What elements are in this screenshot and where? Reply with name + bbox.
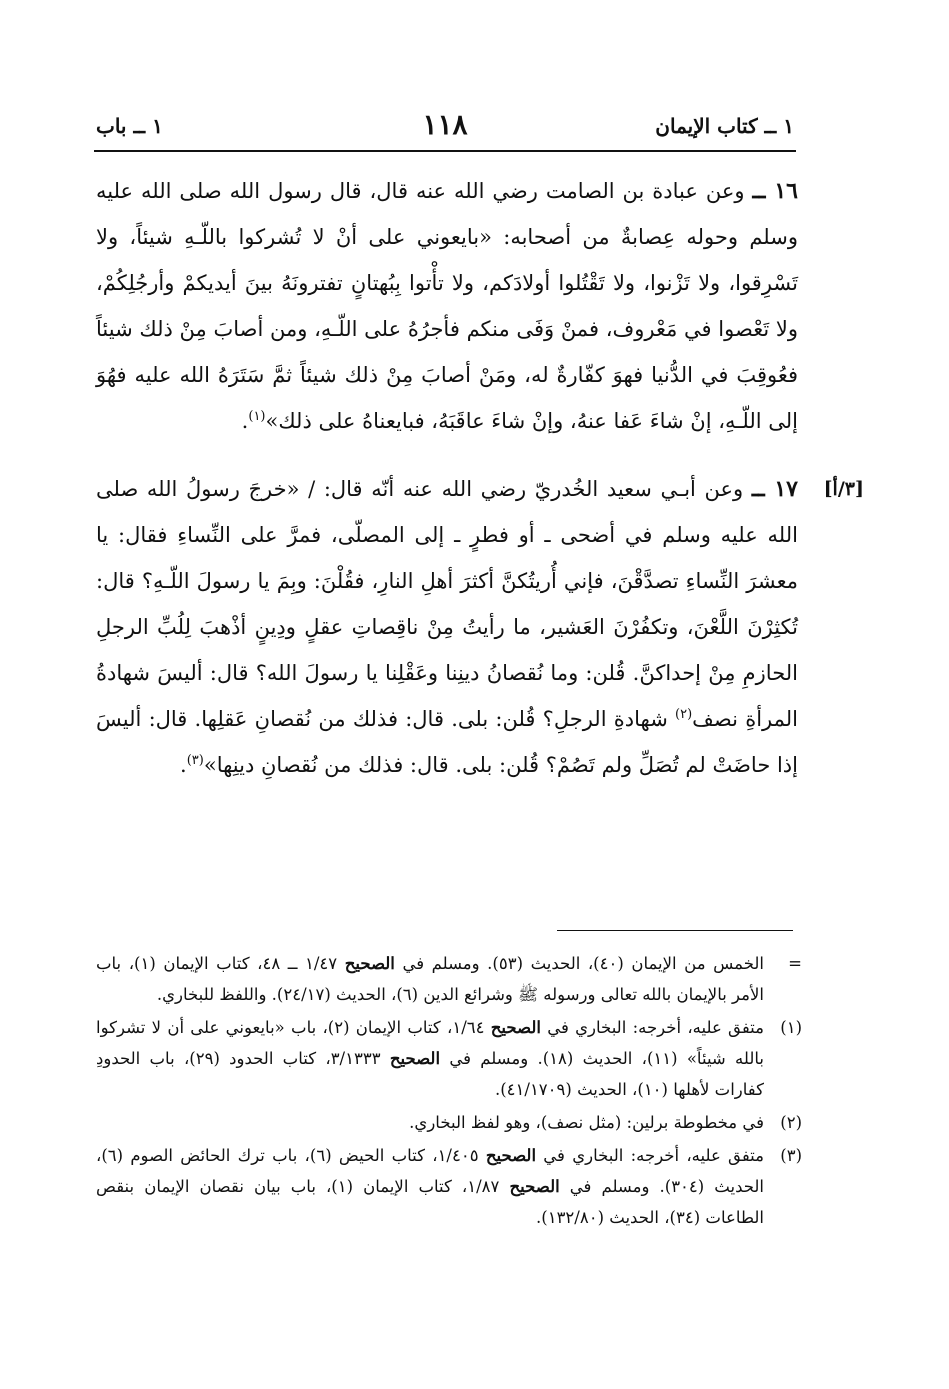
- footnote-bold-text: الصحيح: [389, 1049, 441, 1068]
- footnote-mark: (١): [780, 1018, 802, 1037]
- hadith-end: .: [241, 409, 249, 433]
- footnote: [96, 1140, 802, 1233]
- footnote-text-part: ١/٦٤، كتاب الإيمان (٢)، باب «بايعوني على أن لا تشركوا بالله شيئاً» (١١)، الحديث (١٨). ومسلم في: [96, 1018, 764, 1068]
- hadith-number: ١٧ ــ: [751, 476, 798, 502]
- running-header: [94, 108, 796, 152]
- page-number: ١١٨: [422, 108, 468, 141]
- footnote-text-part: الخمس من الإيمان (٤٠)، الحديث (٥٣). ومسلم في: [394, 954, 764, 973]
- footnote: [96, 948, 802, 1010]
- footnote-text: [96, 1107, 764, 1138]
- chapter-title: ١ ــ كتاب الإيمان: [655, 114, 794, 138]
- footnote-ref: (١): [248, 409, 266, 424]
- footnote-text-part: ٣/١٣٣٣، كتاب الحدود (٢٩)، باب الحدودِ كفارات لأهلها (١٠)، الحديث (٤١/١٧٠٩).: [96, 1049, 764, 1099]
- footnote-ref: (٢): [675, 707, 693, 722]
- hadith-text-continued: شهادةِ الرجلِ؟ قُلن: بلى. قال: فذلك من نُقصانِ عَقلِها. قال: أليسَ إذا حاضَتْ لم تُصَلِّ ولم تَصُمْ؟ قُلن: بلى. قال: فذلك من نُقصانِ دينِها»: [96, 707, 798, 777]
- manuscript-folio-marker: [٣/أ]: [823, 478, 864, 500]
- hadith-text: وعن عبادة بن الصامت رضي الله عنه قال، قال رسول الله صلى الله عليه وسلم وحوله عِصابةٌ من أصحابه: «بايعوني على أنْ لا تُشركوا باللّـهِ شيئاً، ولا تَسْرِقوا، ولا تَزْنوا، ولا تَقْتُلوا أولادَكم، ولا تأْتوا بِبُهتانٍ تفترونَهُ بينَ أيديكمْ وأرجُلِكُمْ، ولا تَعْصوا في مَعْروف، فمنْ وَفَى منكم فأجرُهُ على اللّـهِ، ومن أصابَ مِنْ ذلك شيئاً فعُوقِبَ في الدُّنيا فهوَ كفّارةٌ له، ومَنْ أصابَ مِنْ ذلك شيئاً ثمَّ سَتَرَهُ الله عليه فهُوَ إلى اللّـهِ، إنْ شاءَ عَفا عنهُ، وإنْ شاءَ عاقَبَهُ، فبايعناهُ على ذلك»: [96, 179, 798, 433]
- footnotes: [96, 948, 802, 1235]
- footnote-bold-text: الصحيح: [485, 1146, 537, 1165]
- footnote-text: [96, 948, 764, 1010]
- footnote-bold-text: الصحيح: [509, 1177, 560, 1196]
- footnote-text-part: ١/٨٧، كتاب الإيمان (١)، باب بيان نقصان الإيمان بنقص الطاعات (٣٤)، الحديث (١٣٢/٨٠).: [96, 1177, 764, 1227]
- footnote-text-part: متفق عليه، أخرجه: البخاري في: [540, 1018, 764, 1037]
- footnote-separator: [557, 930, 793, 931]
- hadith-17: [96, 466, 864, 788]
- footnote-mark: (٣): [780, 1146, 802, 1165]
- footnote-mark: (٢): [780, 1113, 802, 1132]
- footnote-ref: (٣): [186, 753, 204, 768]
- footnote-text-part: في مخطوطة برلين: (مثل نصف)، وهو لفظ البخاري.: [409, 1113, 764, 1132]
- main-text: [96, 168, 864, 788]
- footnote-text-part: ١/٤٠٥، كتاب الحيض (٦)، باب ترك الحائض الصوم (٦)، الحديث (٣٠٤). ومسلم في: [96, 1146, 765, 1196]
- footnote-mark: =: [788, 954, 802, 973]
- section-title: ١ ــ باب: [96, 114, 163, 138]
- footnote-bold-text: الصحيح: [344, 954, 395, 973]
- hadith-number: ١٦ ــ: [752, 178, 798, 204]
- hadith-16: [96, 168, 798, 444]
- footnote-text: [96, 1012, 764, 1105]
- hadith-text: وعن أبـي سعيد الخُدريّ رضي الله عنه أنّه قال: / «خرجَ رسولُ الله صلى الله عليه وسلم في أضحى ـ أو فطرٍ ـ إلى المصلّى، فمرَّ على النِّساءِ فقال: يا معشرَ النِّساءِ تصدَّقْنَ، فإني أُريتُكنَّ أكثرَ أهلِ النارِ، فقُلْنَ: وبِمَ يا رسولَ اللّـهِ؟ قال: تُكثِرْنَ اللَّعْنَ، وتكفُرْنَ العَشير، ما رأيتُ مِنْ ناقِصاتِ عقلٍ ودِينٍ أذْهبَ لِلُبِّ الرجلِ الحازمِ مِنْ إحداكنَّ. قُلن: وما نُقصانُ دينِنا وعَقْلِنا يا رسولَ الله؟ قال: أليسَ شهادةُ المرأةِ نصف: [96, 477, 798, 731]
- footnote-bold-text: الصحيح: [490, 1018, 541, 1037]
- footnote-text: [96, 1140, 764, 1233]
- footnote: [96, 1107, 802, 1138]
- footnote: [96, 1012, 802, 1105]
- footnote-text-part: متفق عليه، أخرجه: البخاري في: [536, 1146, 764, 1165]
- hadith-end: .: [180, 753, 187, 777]
- footnote-text-part: ١/٤٧ ــ ٤٨، كتاب الإيمان (١)، باب الأمر بالإيمان بالله تعالى ورسوله ﷺ وشرائع الدين (٦)، الحديث (٢٤/١٧). واللفظ للبخاري.: [96, 954, 764, 1004]
